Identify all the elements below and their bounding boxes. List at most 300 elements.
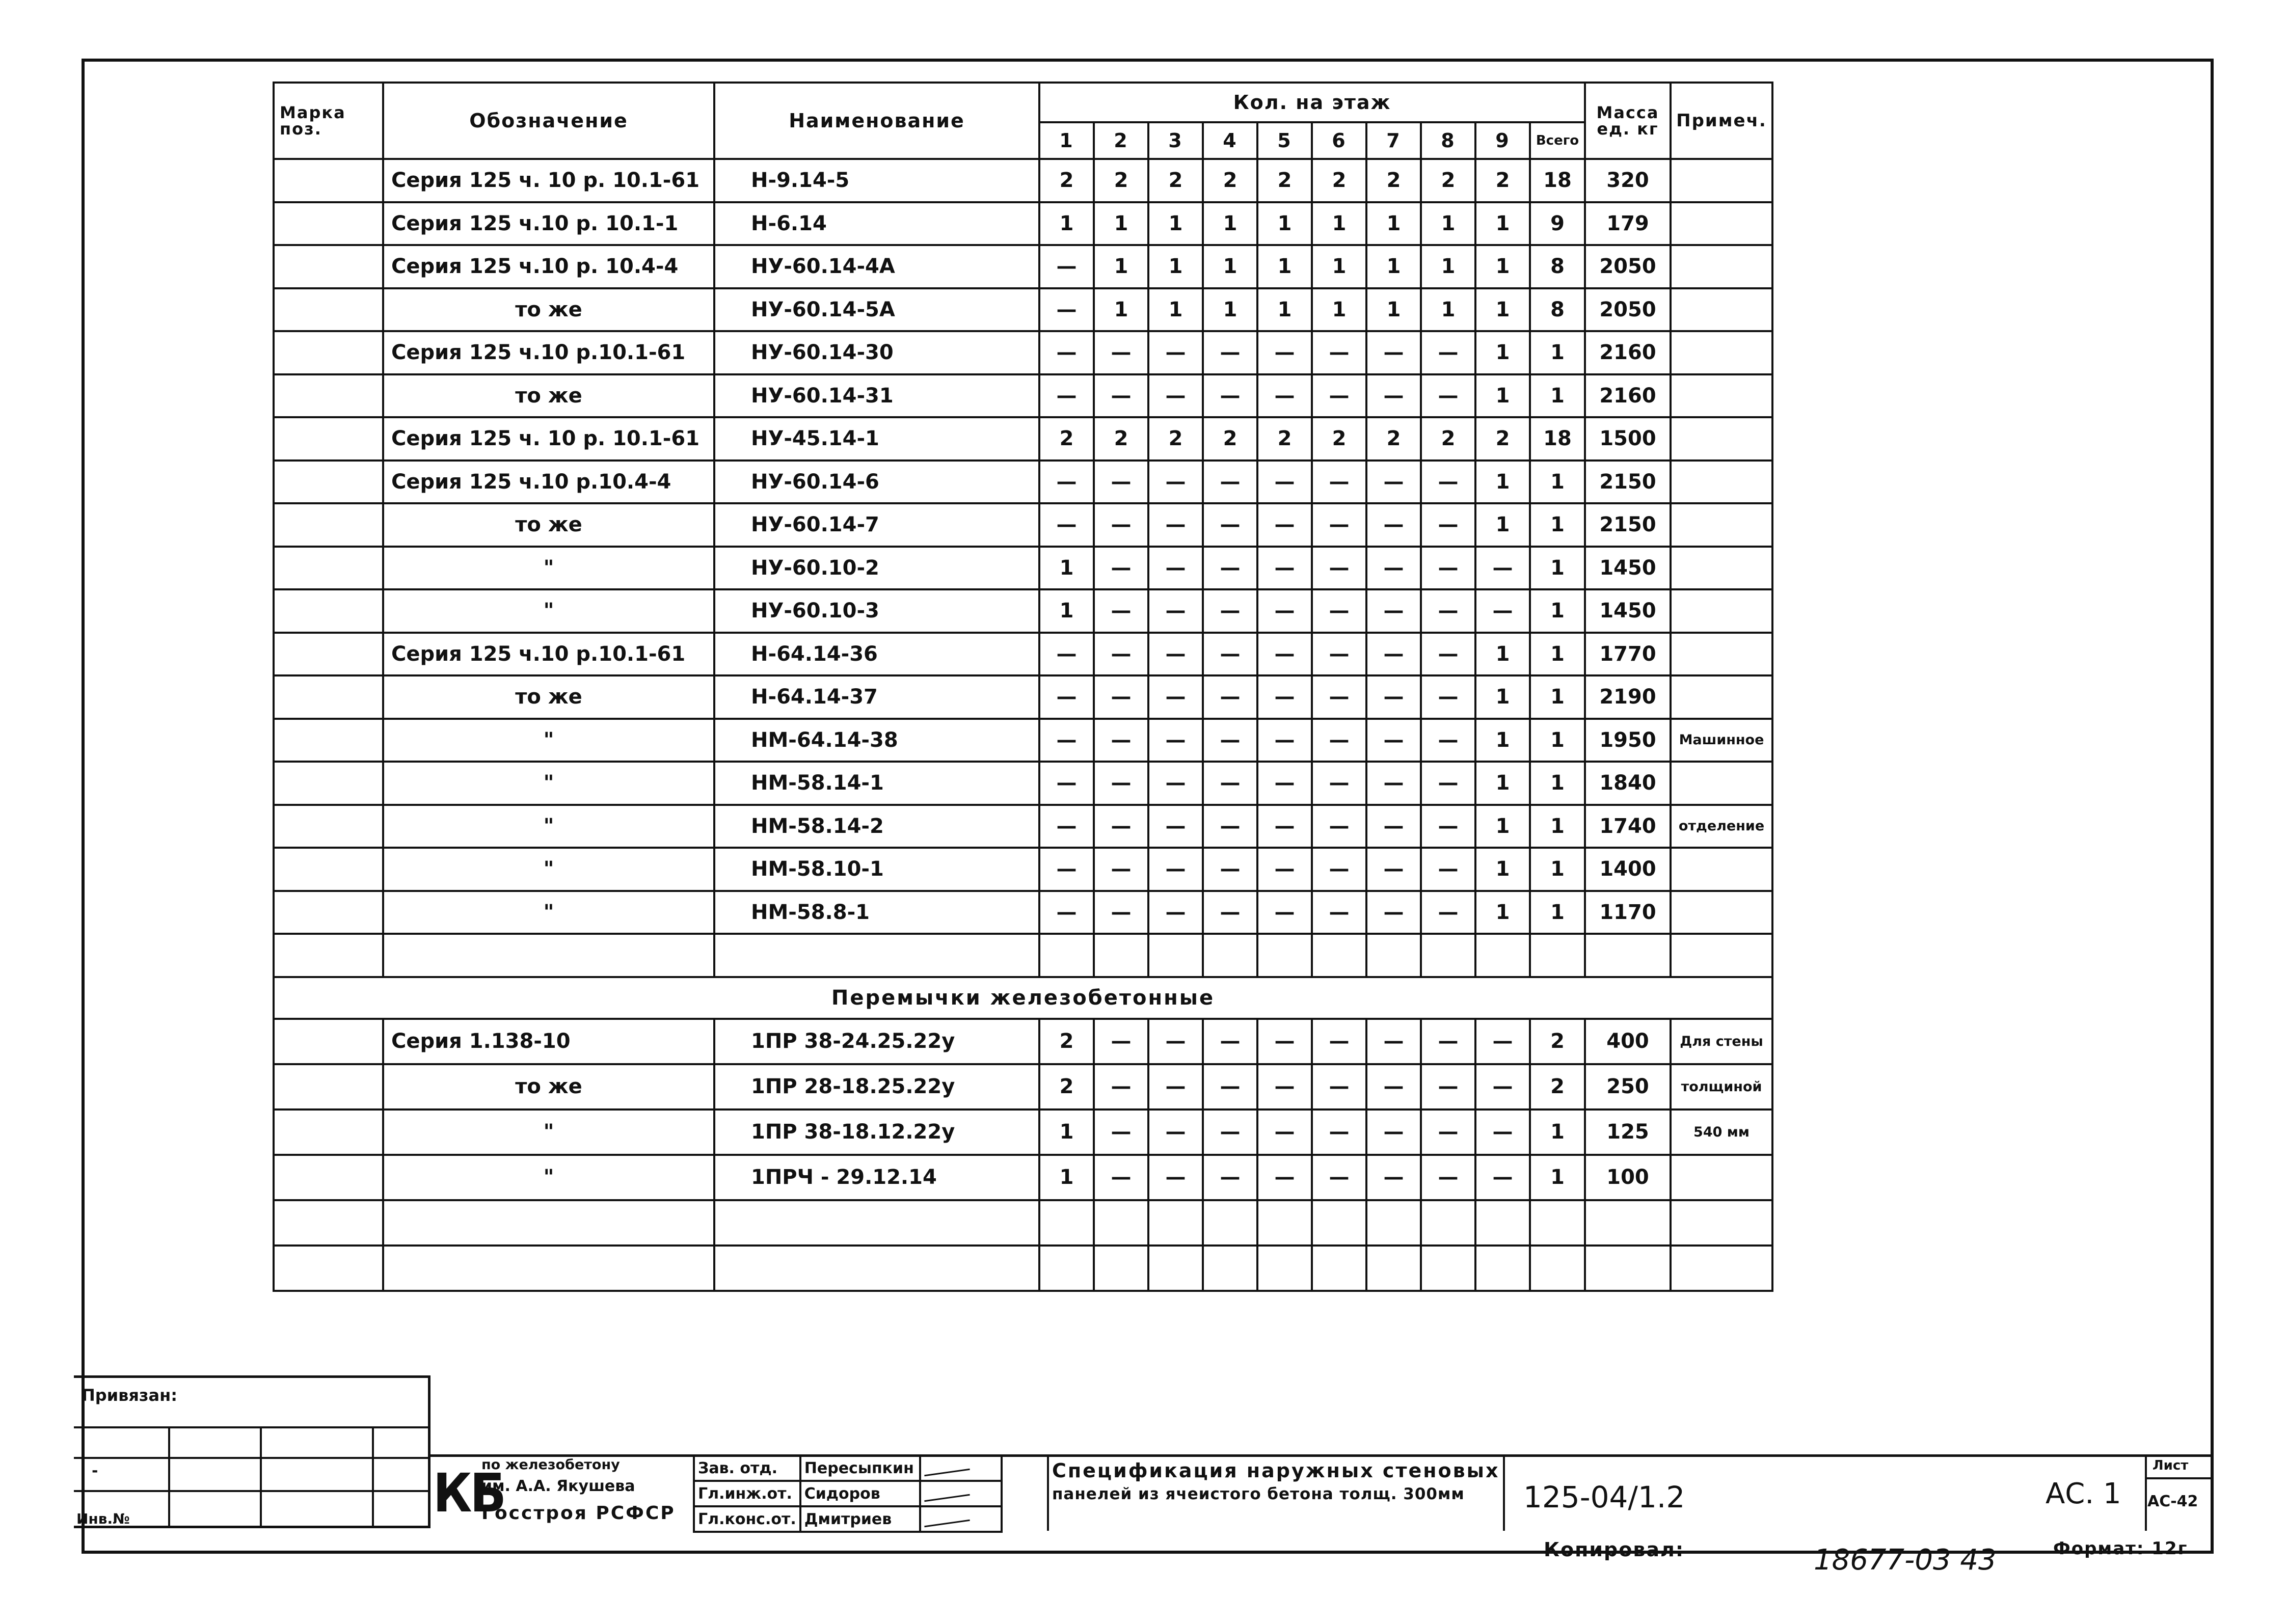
cell-qty: — <box>1257 719 1312 762</box>
org-line-3: Госстроя РСФСР <box>481 1503 676 1524</box>
cell-name: НМ-58.8-1 <box>714 891 1039 934</box>
cell-name: 1ПР 38-18.12.22у <box>714 1109 1039 1155</box>
cell-designation: Серия 125 ч.10 р. 10.4-4 <box>383 245 714 288</box>
stamp-line <box>168 1426 170 1528</box>
cell-total <box>1530 1246 1585 1291</box>
cell-qty: — <box>1312 1109 1366 1155</box>
header-floor: 9 <box>1475 122 1530 159</box>
table-row <box>274 202 1772 246</box>
cell-qty: — <box>1094 848 1148 891</box>
cell-qty: 2 <box>1366 417 1421 461</box>
cell-qty: — <box>1094 503 1148 547</box>
cell-qty: — <box>1148 848 1203 891</box>
cell-qty: — <box>1203 331 1257 374</box>
cell-qty: — <box>1366 1155 1421 1200</box>
cell-qty <box>1039 1246 1094 1291</box>
cell-note <box>1671 1200 1772 1246</box>
cell-designation <box>383 1200 714 1246</box>
cell-qty: — <box>1421 1155 1475 1200</box>
cell-note <box>1671 288 1772 332</box>
cell-qty: 1 <box>1475 891 1530 934</box>
cell-qty: — <box>1148 762 1203 805</box>
cell-qty: — <box>1148 547 1203 590</box>
cell-note: 540 мм <box>1671 1109 1772 1155</box>
cell-total: 1 <box>1530 1155 1585 1200</box>
signature <box>920 1506 1002 1532</box>
stamp-line <box>74 1426 431 1428</box>
cell-qty <box>1039 934 1094 977</box>
cell-qty: — <box>1475 1109 1530 1155</box>
cell-mass: 320 <box>1585 159 1671 202</box>
signature <box>920 1481 1002 1506</box>
cell-qty <box>1257 1200 1312 1246</box>
cell-name: НУ-60.10-2 <box>714 547 1039 590</box>
cell-note: Машинное <box>1671 719 1772 762</box>
cell-mass: 1840 <box>1585 762 1671 805</box>
cell-qty <box>1148 934 1203 977</box>
cell-qty: 1 <box>1148 245 1203 288</box>
cell-qty: — <box>1039 848 1094 891</box>
header-note: Примеч. <box>1671 83 1772 159</box>
cell-qty: 1 <box>1366 202 1421 246</box>
cell-qty: — <box>1039 374 1094 418</box>
cell-name <box>714 1246 1039 1291</box>
cell-mass: 100 <box>1585 1155 1671 1200</box>
cell-qty: — <box>1148 891 1203 934</box>
cell-mass: 2050 <box>1585 288 1671 332</box>
cell-qty: — <box>1039 675 1094 719</box>
cell-note: отделение <box>1671 805 1772 848</box>
cell-qty: — <box>1094 805 1148 848</box>
cell-qty: — <box>1257 891 1312 934</box>
cell-qty: 2 <box>1475 417 1530 461</box>
list-label: Лист <box>2153 1458 2189 1473</box>
cell-total: 8 <box>1530 288 1585 332</box>
cell-qty: 1 <box>1039 589 1094 633</box>
cell-qty: — <box>1094 1109 1148 1155</box>
cell-qty: 2 <box>1312 417 1366 461</box>
cell-designation: Серия 1.138-10 <box>383 1019 714 1064</box>
cell-qty: — <box>1312 1019 1366 1064</box>
cell-total <box>1530 934 1585 977</box>
cell-qty: — <box>1148 633 1203 676</box>
cell-name: НМ-64.14-38 <box>714 719 1039 762</box>
cell-qty: — <box>1312 1064 1366 1109</box>
cell-mark <box>274 159 383 202</box>
cell-qty: — <box>1475 1019 1530 1064</box>
cell-qty: — <box>1094 633 1148 676</box>
cell-name <box>714 934 1039 977</box>
table-row <box>274 288 1772 332</box>
cell-qty: — <box>1257 1155 1312 1200</box>
table-row <box>274 675 1772 719</box>
cell-qty: — <box>1366 675 1421 719</box>
cell-total: 1 <box>1530 805 1585 848</box>
signature-mark <box>924 1519 970 1527</box>
cell-qty: 2 <box>1148 417 1203 461</box>
cell-mark <box>274 891 383 934</box>
cell-qty: — <box>1203 805 1257 848</box>
cell-qty: 1 <box>1475 848 1530 891</box>
cell-qty: 1 <box>1421 288 1475 332</box>
cell-qty: 1 <box>1094 245 1148 288</box>
cell-qty: — <box>1366 374 1421 418</box>
cell-qty: — <box>1094 1064 1148 1109</box>
cell-qty: — <box>1148 331 1203 374</box>
cell-mark <box>274 633 383 676</box>
org-line-1: по железобетону <box>481 1457 620 1473</box>
cell-qty: 1 <box>1203 245 1257 288</box>
cell-qty: — <box>1203 374 1257 418</box>
kb-logo: КБ <box>433 1462 504 1524</box>
doc-code: 125-04/1.2 <box>1523 1480 1685 1514</box>
cell-qty <box>1366 1246 1421 1291</box>
sheet-code: АС. 1 <box>2046 1477 2121 1510</box>
cell-qty: — <box>1366 1064 1421 1109</box>
stamp-line <box>74 1490 431 1492</box>
cell-qty: 1 <box>1039 202 1094 246</box>
cell-qty: — <box>1312 891 1366 934</box>
cell-mass: 2190 <box>1585 675 1671 719</box>
cell-qty: 2 <box>1475 159 1530 202</box>
stamp-dash: - <box>92 1462 98 1480</box>
cell-note <box>1671 1155 1772 1200</box>
cell-designation: Серия 125 ч. 10 р. 10.1-61 <box>383 159 714 202</box>
cell-mark <box>274 1200 383 1246</box>
cell-qty: — <box>1148 675 1203 719</box>
position-name: Дмитриев <box>800 1506 920 1532</box>
cell-mark <box>274 805 383 848</box>
cell-qty: — <box>1366 719 1421 762</box>
cell-note <box>1671 762 1772 805</box>
section-title: Перемычки железобетонные <box>274 977 1772 1019</box>
table-row <box>274 891 1772 934</box>
cell-qty: 1 <box>1312 245 1366 288</box>
cell-qty: 2 <box>1039 1019 1094 1064</box>
org-line-2: им. А.А. Якушева <box>481 1477 635 1495</box>
cell-qty: 2 <box>1094 417 1148 461</box>
cell-qty: 2 <box>1039 159 1094 202</box>
cell-mark <box>274 675 383 719</box>
cell-qty: — <box>1421 805 1475 848</box>
cell-mass: 2160 <box>1585 374 1671 418</box>
cell-qty: 1 <box>1421 245 1475 288</box>
header-floor: 5 <box>1257 122 1312 159</box>
cell-qty: — <box>1312 848 1366 891</box>
position-role: Зав. отд. <box>694 1455 800 1481</box>
cell-qty: — <box>1094 675 1148 719</box>
cell-qty: — <box>1203 762 1257 805</box>
cell-qty <box>1475 1246 1530 1291</box>
cell-designation: " <box>383 762 714 805</box>
table-row <box>274 1019 1772 1064</box>
cell-designation: " <box>383 719 714 762</box>
cell-qty <box>1203 934 1257 977</box>
cell-designation: " <box>383 1155 714 1200</box>
cell-qty <box>1421 1246 1475 1291</box>
cell-qty: 1 <box>1039 1155 1094 1200</box>
cell-name: НУ-60.10-3 <box>714 589 1039 633</box>
cell-mass: 1170 <box>1585 891 1671 934</box>
cell-qty: — <box>1257 805 1312 848</box>
cell-qty: 1 <box>1475 288 1530 332</box>
specification-table <box>273 82 1773 1292</box>
table-row <box>274 805 1772 848</box>
header-total: Всего <box>1530 122 1585 159</box>
cell-note <box>1671 374 1772 418</box>
cell-qty: — <box>1148 374 1203 418</box>
cell-qty: — <box>1421 461 1475 504</box>
stamp-line <box>74 1457 431 1459</box>
cell-qty: 1 <box>1475 461 1530 504</box>
header-floor: 8 <box>1421 122 1475 159</box>
cell-qty: — <box>1039 461 1094 504</box>
cell-qty: — <box>1312 633 1366 676</box>
cell-qty: 1 <box>1094 288 1148 332</box>
cell-qty: 1 <box>1475 675 1530 719</box>
cell-qty: — <box>1421 762 1475 805</box>
cell-qty: — <box>1257 547 1312 590</box>
cell-total: 1 <box>1530 762 1585 805</box>
cell-mark <box>274 1155 383 1200</box>
cell-total: 2 <box>1530 1064 1585 1109</box>
archive-number: 18677-03 43 <box>1814 1544 1997 1577</box>
inv-label: Инв.№ <box>76 1510 130 1527</box>
cell-qty: 1 <box>1203 202 1257 246</box>
cell-qty: — <box>1094 719 1148 762</box>
cell-designation: Серия 125 ч.10 р.10.1-61 <box>383 633 714 676</box>
cell-qty: 1 <box>1312 202 1366 246</box>
cell-note <box>1671 417 1772 461</box>
cell-qty: 1 <box>1475 331 1530 374</box>
cell-qty: — <box>1421 374 1475 418</box>
signature-mark <box>924 1494 970 1501</box>
cell-qty: — <box>1257 762 1312 805</box>
signature-table <box>693 1454 1003 1533</box>
cell-qty <box>1203 1200 1257 1246</box>
cell-mark <box>274 1064 383 1109</box>
cell-mass: 2150 <box>1585 461 1671 504</box>
cell-qty: 1 <box>1257 245 1312 288</box>
cell-qty: 2 <box>1148 159 1203 202</box>
cell-qty: — <box>1148 461 1203 504</box>
cell-qty <box>1366 934 1421 977</box>
cell-note <box>1671 331 1772 374</box>
cell-qty <box>1421 934 1475 977</box>
cell-name: НУ-60.14-5А <box>714 288 1039 332</box>
cell-name: НУ-60.14-7 <box>714 503 1039 547</box>
cell-total: 1 <box>1530 461 1585 504</box>
cell-qty: 1 <box>1257 288 1312 332</box>
cell-qty: — <box>1366 633 1421 676</box>
cell-qty: — <box>1039 719 1094 762</box>
cell-total: 1 <box>1530 503 1585 547</box>
cell-qty: — <box>1148 503 1203 547</box>
cell-qty: — <box>1148 1064 1203 1109</box>
cell-qty: — <box>1421 589 1475 633</box>
table-row <box>274 633 1772 676</box>
cell-mark <box>274 288 383 332</box>
cell-qty: — <box>1257 374 1312 418</box>
cell-qty: 1 <box>1148 288 1203 332</box>
cell-note: Для стены <box>1671 1019 1772 1064</box>
position-role: Гл.инж.от. <box>694 1481 800 1506</box>
cell-qty: — <box>1203 1155 1257 1200</box>
cell-note <box>1671 503 1772 547</box>
cell-mass: 1770 <box>1585 633 1671 676</box>
cell-total: 1 <box>1530 848 1585 891</box>
cell-qty: 2 <box>1203 417 1257 461</box>
cell-qty: 1 <box>1475 762 1530 805</box>
cell-qty: 1 <box>1475 202 1530 246</box>
cell-note <box>1671 675 1772 719</box>
cell-mark <box>274 1019 383 1064</box>
cell-mark <box>274 461 383 504</box>
cell-qty: 2 <box>1039 417 1094 461</box>
cell-qty: — <box>1257 633 1312 676</box>
cell-qty <box>1312 1200 1366 1246</box>
table-row <box>274 1246 1772 1291</box>
cell-qty: — <box>1203 891 1257 934</box>
cell-mass: 1740 <box>1585 805 1671 848</box>
cell-qty: — <box>1475 1064 1530 1109</box>
header-qty-group: Кол. на этаж <box>1039 83 1585 122</box>
cell-qty <box>1203 1246 1257 1291</box>
cell-qty: 2 <box>1257 417 1312 461</box>
cell-designation: то же <box>383 288 714 332</box>
cell-qty <box>1094 934 1148 977</box>
cell-qty: — <box>1475 547 1530 590</box>
cell-name: НУ-60.14-30 <box>714 331 1039 374</box>
cell-qty: 1 <box>1203 288 1257 332</box>
cell-note <box>1671 461 1772 504</box>
header-floor: 1 <box>1039 122 1094 159</box>
cell-designation <box>383 1246 714 1291</box>
cell-note <box>1671 159 1772 202</box>
cell-qty: — <box>1039 891 1094 934</box>
table-row <box>274 719 1772 762</box>
cell-qty: — <box>1421 547 1475 590</box>
cell-qty: — <box>1148 589 1203 633</box>
cell-qty: — <box>1421 848 1475 891</box>
title-line-2: панелей из ячеистого бетона толщ. 300мм <box>1052 1485 1465 1503</box>
cell-qty: — <box>1421 1109 1475 1155</box>
cell-qty <box>1312 1246 1366 1291</box>
privyazan-label: Привязан: <box>82 1386 177 1405</box>
cell-name: Н-9.14-5 <box>714 159 1039 202</box>
cell-qty: — <box>1148 805 1203 848</box>
cell-designation: Серия 125 ч.10 р. 10.1-1 <box>383 202 714 246</box>
table-row <box>274 374 1772 418</box>
cell-qty: — <box>1366 891 1421 934</box>
table-row <box>274 762 1772 805</box>
cell-qty: — <box>1312 374 1366 418</box>
cell-qty: — <box>1039 288 1094 332</box>
cell-qty: 2 <box>1039 1064 1094 1109</box>
cell-qty: 1 <box>1475 245 1530 288</box>
cell-name: НУ-60.14-31 <box>714 374 1039 418</box>
cell-qty: — <box>1094 547 1148 590</box>
cell-qty: 1 <box>1148 202 1203 246</box>
cell-qty: — <box>1475 1155 1530 1200</box>
cell-qty: — <box>1366 1019 1421 1064</box>
header-designation: Обозначение <box>383 83 714 159</box>
cell-mark <box>274 374 383 418</box>
cell-qty: — <box>1257 1064 1312 1109</box>
cell-qty: 2 <box>1203 159 1257 202</box>
cell-qty: — <box>1257 848 1312 891</box>
cell-designation: " <box>383 848 714 891</box>
cell-total: 2 <box>1530 1019 1585 1064</box>
cell-qty: — <box>1203 1019 1257 1064</box>
cell-qty: — <box>1312 762 1366 805</box>
table-row <box>274 331 1772 374</box>
cell-qty: — <box>1039 633 1094 676</box>
cell-mass <box>1585 934 1671 977</box>
stamp-line <box>260 1426 262 1528</box>
cell-qty: — <box>1039 331 1094 374</box>
cell-qty: 2 <box>1312 159 1366 202</box>
cell-mark <box>274 1109 383 1155</box>
cell-designation: Серия 125 ч.10 р.10.4-4 <box>383 461 714 504</box>
cell-mass <box>1585 1246 1671 1291</box>
cell-qty: 1 <box>1475 503 1530 547</box>
cell-note <box>1671 848 1772 891</box>
cell-qty <box>1475 934 1530 977</box>
table-row <box>274 848 1772 891</box>
cell-total: 1 <box>1530 675 1585 719</box>
cell-qty: 1 <box>1366 288 1421 332</box>
cell-mark <box>274 547 383 590</box>
cell-note <box>1671 589 1772 633</box>
table-row <box>274 934 1772 977</box>
cell-qty: — <box>1366 331 1421 374</box>
cell-note: толщиной <box>1671 1064 1772 1109</box>
cell-qty: — <box>1312 461 1366 504</box>
cell-name: НМ-58.10-1 <box>714 848 1039 891</box>
cell-mass: 2050 <box>1585 245 1671 288</box>
cell-mark <box>274 934 383 977</box>
cell-qty: 1 <box>1312 288 1366 332</box>
cell-designation: то же <box>383 374 714 418</box>
cell-note <box>1671 547 1772 590</box>
cell-name <box>714 1200 1039 1246</box>
cell-designation: " <box>383 805 714 848</box>
cell-qty: — <box>1421 1019 1475 1064</box>
table-row <box>274 589 1772 633</box>
table-row <box>274 245 1772 288</box>
header-floor: 4 <box>1203 122 1257 159</box>
table-row <box>274 1064 1772 1109</box>
cell-qty: — <box>1203 719 1257 762</box>
cell-qty: — <box>1257 1019 1312 1064</box>
cell-designation: то же <box>383 1064 714 1109</box>
cell-qty: — <box>1094 374 1148 418</box>
cell-qty: — <box>1366 547 1421 590</box>
cell-qty: 1 <box>1475 374 1530 418</box>
cell-qty: 1 <box>1475 633 1530 676</box>
header-floor: 6 <box>1312 122 1366 159</box>
cell-qty: — <box>1094 1155 1148 1200</box>
cell-mark <box>274 589 383 633</box>
copied-label: Копировал: <box>1544 1538 1685 1561</box>
position-name: Пересыпкин <box>800 1455 920 1481</box>
cell-qty: 1 <box>1039 1109 1094 1155</box>
cell-qty: — <box>1312 719 1366 762</box>
cell-qty: — <box>1366 805 1421 848</box>
cell-qty: — <box>1421 675 1475 719</box>
cell-total: 1 <box>1530 891 1585 934</box>
